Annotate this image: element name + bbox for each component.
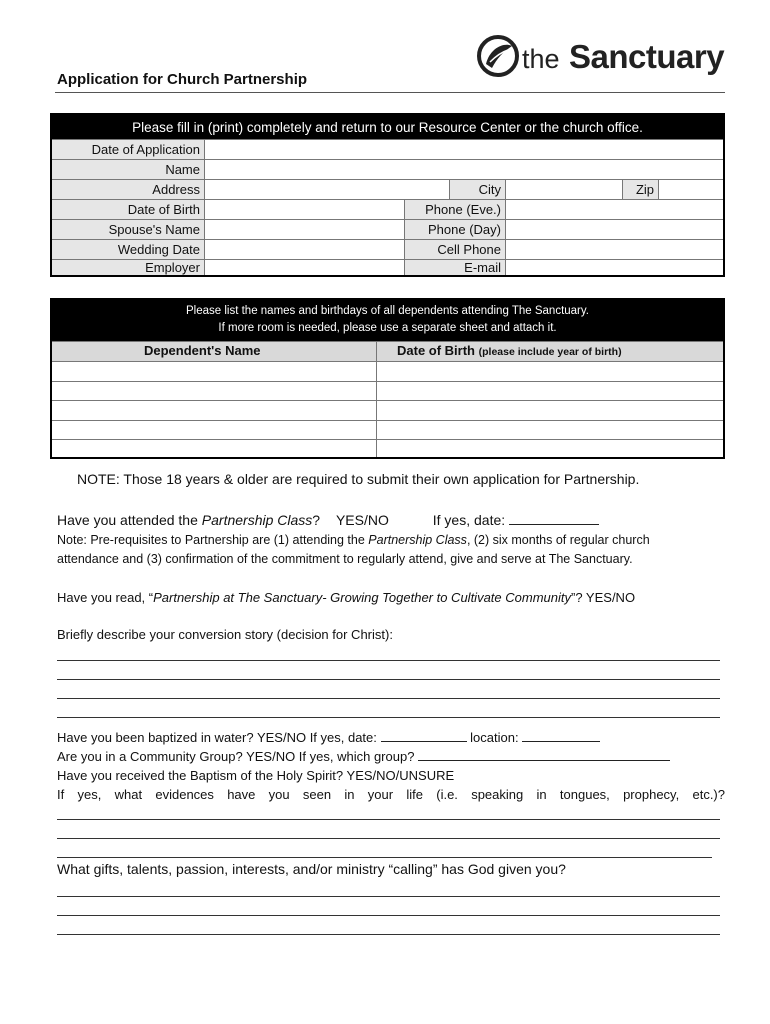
conversion-question: Briefly describe your conversion story (decision for Christ): (57, 627, 393, 642)
row-wedding-date (52, 239, 723, 259)
name-field[interactable] (204, 160, 723, 179)
pc-suffix: ? (312, 512, 321, 528)
baptized-location-blank[interactable] (522, 730, 600, 742)
label-email: E-mail (404, 260, 505, 275)
pc-prefix: Have you attended the (57, 512, 202, 528)
dependents-banner-line1: Please list the names and birthdays of all dependents attending The Sanctuary. (186, 305, 589, 317)
col-dob-note: (please include year of birth) (478, 346, 622, 358)
community-question (57, 749, 670, 764)
column-divider (376, 341, 377, 457)
dependent-row[interactable] (52, 381, 723, 401)
label-name: Name (52, 160, 204, 179)
row-date-of-application (52, 139, 723, 159)
conversion-line[interactable] (57, 698, 720, 699)
prereq-note-line1 (57, 533, 650, 547)
gifts-line[interactable] (57, 896, 720, 897)
evidences-line[interactable] (57, 819, 720, 820)
row-spouses-name (52, 219, 723, 239)
baptized-question (57, 730, 600, 745)
partnership-class-question (57, 512, 599, 528)
pc-if-yes: If yes, date: (432, 512, 506, 528)
age-note: NOTE: Those 18 years & older are required to submit their own application for Partnership. (77, 471, 640, 487)
spouses-name-field[interactable] (204, 220, 404, 239)
row-name (52, 159, 723, 179)
address-field[interactable] (204, 180, 449, 199)
dependents-table (50, 298, 725, 459)
col-dob-label: Date of Birth (397, 343, 475, 358)
gifts-line[interactable] (57, 915, 720, 916)
conversion-line[interactable] (57, 717, 720, 718)
label-phone-day: Phone (Day) (404, 220, 505, 239)
phone-day-field[interactable] (505, 220, 723, 239)
conversion-line[interactable] (57, 679, 720, 680)
label-zip: Zip (622, 180, 658, 199)
label-cell-phone: Cell Phone (404, 240, 505, 259)
date-of-application-field[interactable] (204, 140, 723, 159)
logo-the: the (522, 44, 560, 74)
phone-eve-field[interactable] (505, 200, 723, 219)
read-question (57, 590, 635, 605)
prereq-b: , (2) six months of regular church (466, 533, 650, 547)
form-banner: Please fill in (print) completely and return to our Resource Center or the church office. (52, 115, 723, 139)
page-title: Application for Church Partnership (57, 71, 308, 88)
pc-italic: Partnership Class (201, 512, 313, 528)
community-text: Are you in a Community Group? YES/NO If yes, which group? (57, 749, 415, 764)
baptized-text: Have you been baptized in water? YES/NO If yes, date: (57, 730, 377, 745)
row-date-of-birth (52, 199, 723, 219)
prereq-italic: Partnership Class (368, 533, 467, 547)
label-phone-eve: Phone (Eve.) (404, 200, 505, 219)
dependent-row[interactable] (52, 400, 723, 420)
gifts-question: What gifts, talents, passion, interests, and/or ministry “calling” has God given you? (57, 861, 566, 877)
dependents-banner (52, 300, 723, 341)
read-italic: Partnership at The Sanctuary- Growing Together to Cultivate Community (153, 590, 571, 605)
label-date-of-birth: Date of Birth (52, 200, 204, 219)
label-spouses-name: Spouse's Name (52, 220, 204, 239)
dependent-row[interactable] (52, 361, 723, 381)
dependent-row[interactable] (52, 439, 723, 459)
zip-field[interactable] (658, 180, 723, 199)
dependents-banner-line2: If more room is needed, please use a separate sheet and attach it. (218, 322, 557, 334)
col-dependent-name: Dependent's Name (144, 343, 261, 358)
leaf-globe-icon (476, 34, 520, 78)
email-field[interactable] (505, 260, 723, 275)
date-of-birth-field[interactable] (204, 200, 404, 219)
evidences-line[interactable] (57, 838, 720, 839)
evidences-question: If yes, what evidences have you seen in your life (i.e. speaking in tongues, prophecy, etc.)? (57, 787, 725, 802)
evidences-line[interactable] (57, 857, 712, 858)
read-prefix: Have you read, “ (57, 590, 154, 605)
prereq-note-line2: attendance and (3) confirmation of the commitment to regularly attend, give and serve at The Sanctuary. (57, 552, 633, 566)
baptized-date-blank[interactable] (381, 730, 467, 742)
label-date-of-application: Date of Application (52, 140, 204, 159)
gifts-line[interactable] (57, 934, 720, 935)
city-field[interactable] (505, 180, 622, 199)
pc-yes-no[interactable]: YES/NO (335, 512, 389, 528)
label-city: City (449, 180, 505, 199)
row-employer (52, 259, 723, 275)
wedding-date-field[interactable] (204, 240, 404, 259)
pc-date-blank[interactable] (509, 513, 599, 525)
community-group-blank[interactable] (418, 749, 670, 761)
holy-spirit-question: Have you received the Baptism of the Holy Spirit? YES/NO/UNSURE (57, 768, 455, 783)
baptized-location: location: (470, 730, 519, 745)
col-date-of-birth (397, 343, 622, 358)
dependent-row[interactable] (52, 420, 723, 440)
header-rule (55, 92, 725, 93)
dependents-header-row (52, 341, 723, 361)
cell-phone-field[interactable] (505, 240, 723, 259)
logo-sanctuary: Sanctuary (569, 38, 725, 75)
label-employer: Employer (52, 260, 204, 275)
prereq-a: Note: Pre-requisites to Partnership are (1) attending the (57, 533, 369, 547)
employer-field[interactable] (204, 260, 404, 275)
personal-info-table (50, 113, 725, 277)
label-address: Address (52, 180, 204, 199)
read-suffix: ”? YES/NO (571, 590, 636, 605)
row-address (52, 179, 723, 199)
label-wedding-date: Wedding Date (52, 240, 204, 259)
conversion-line[interactable] (57, 660, 720, 661)
